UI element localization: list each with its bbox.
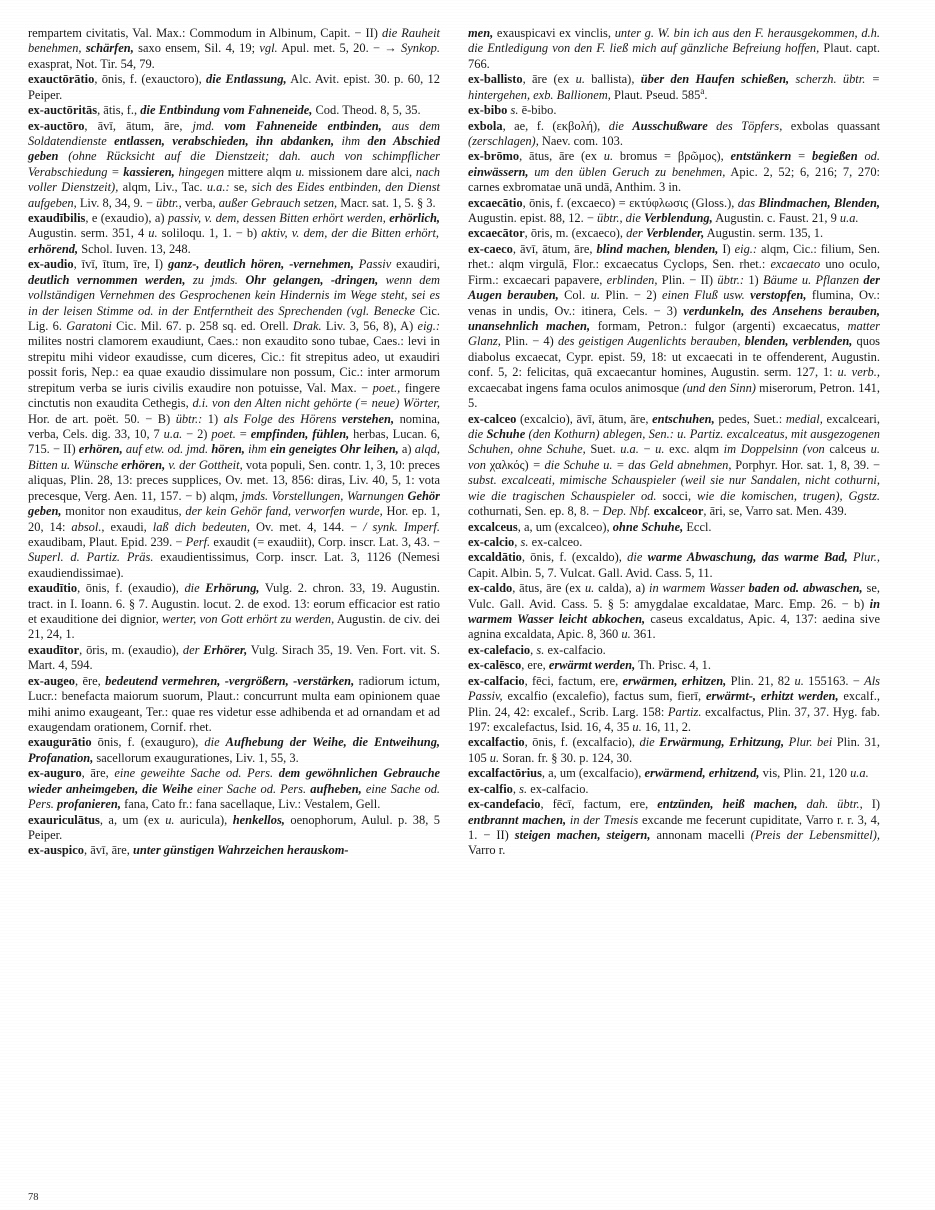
dictionary-entry: men, exauspicavi ex vinclis, unter g. W. bin ich aus den F. herausgekommen, d.h. die Entledigung von den F. ließ mich auf gänzliche Befreiung hoffen, Plaut. capt. 766. bbox=[468, 26, 880, 71]
dictionary-entry: ex-candefacio, fēcī, factum, ere, entzünden, heiß machen, dah. übtr., I) entbrannt machen, in der Tmesis excande me fecerunt cupiditate, Varro r. r. 3, 4, 1. − II) steigen machen, steigern, annonam macelli (Preis der Lebensmittel), Varro r. bbox=[468, 797, 881, 858]
dictionary-entry: excalfactio, ōnis, f. (excalfacio), die Erwärmung, Erhitzung, Plur. bei Plin. 31, 105 u. Soran. fr. § 30. p. 124, 30. bbox=[468, 735, 881, 765]
page-number: 78 bbox=[28, 1192, 39, 1203]
dictionary-entry: ex-calceo (excalcio), āvī, ātum, āre, entschuhen, pedes, Suet.: medial, excalceari, die Schuhe (den Kothurn) ablegen, Sen.: u. Partiz. excalceatus, mit ausgezogenen Schuhen, ohne Schuhe, Suet. u.a. − u. exc. alqm im Doppelsinn (von calceus u. von χαλκός) = die Schuhe u. = das Geld abnehmen, Porphyr. Hor. sat. 1, 8, 39. − subst. excalceati, mimische Schauspieler (weil sie nur Sandalen, nicht cothurni, wie die tragischen Schauspieler od. socci, wie die komischen, trugen), Ggstz. cothurnati, Sen. ep. 8, 8. − Dep. Nbf. excalceor, āri, se, Varro sat. Men. 439. bbox=[468, 411, 881, 519]
dictionary-entry: excaecātor, ōris, m. (excaeco), der Verblender, Augustin. serm. 135, 1. bbox=[468, 226, 824, 241]
two-column-body bbox=[28, 26, 911, 1176]
dictionary-entry: ex-calefacio, s. ex-calfacio. bbox=[468, 642, 606, 657]
dictionary-entry: ex-calēsco, ere, erwärmt werden, Th. Prisc. 4, 1. bbox=[468, 658, 711, 673]
dictionary-entry: excalfactōrius, a, um (excalfacio), erwärmend, erhitzend, vis, Plin. 21, 120 u.a. bbox=[468, 766, 869, 781]
dictionary-entry: exaudībilis, e (exaudio), a) passiv, v. dem, dessen Bitten erhört werden, erhörlich, Augustin. serm. 351, 4 u. soliloqu. 1, 1. − b) aktiv, v. dem, der die Bitten erhört, erhörend, Schol. Iuven. 13, 248. bbox=[28, 211, 440, 256]
dictionary-entry: ex-augeo, ēre, bedeutend vermehren, -vergrößern, -verstärken, radiorum ictum, Lucr.: benefacta maiorum suorum, Plaut.: concurrunt multa eam opinionem quae mihi animo exaugeant, Ter.: quae res videtur esse adhibenda et ad ornandam et ad exaugendam orationem, Cornif. rhet. bbox=[28, 673, 440, 734]
dictionary-entry: ex-calfacio, fēci, factum, ere, erwärmen, erhitzen, Plin. 21, 82 u. 155163. − Als Passiv, excalfio (excalefio), factus sum, fierī, erwärmt-, erhitzt werden, excalf., Plin. 24, 42: excalef., Scrib. Larg. 158: Partiz. excalfactus, Plin. 37, 37. Hyg. fab. 197: excalefactus, Isid. 16, 4, 35 u. 16, 11, 2. bbox=[468, 673, 880, 734]
dictionary-entry: exaudītio, ōnis, f. (exaudio), die Erhörung, Vulg. 2. chron. 33, 19. Augustin. tract. in I. Ioann. 6. § 7. Augustin. locut. 2. de exod. 13: eorum efficacior est ratio et exauditione dei dignior, werter, von Gott erhört zu werden, Augustin. de civ. dei 21, 24, 1. bbox=[28, 581, 441, 642]
dictionary-entry: exauctōrātio, ōnis, f. (exauctoro), die Entlassung, Alc. Avit. epist. 30. p. 60, 12 Peiper. bbox=[28, 72, 440, 102]
dictionary-entry: ex-audio, īvī, ītum, īre, I) ganz-, deutlich hören, -vernehmen, Passiv exaudiri, deutlich vernommen werden, zu jmds. Ohr gelangen, -dringen, wenn dem vollständigen Vernehmen des Gesprochenen kein Hindernis im Wege steht, sei es in der leisen Stimme od. in der Entferntheit des Sprechenden (vgl. Benecke Cic. Lig. 6. Garatoni Cic. Mil. 67. p. 258 sq. ed. Orell. Drak. Liv. 3, 56, 8), A) eig.: milites nostri clamorem exaudiunt, Caes.: non exaudito sono tubae, Caes.: levi in strepitu mihi videor exaudisse, cum diceres, Cic.: fit strepitus adeo, ut exaudiri possit foris, Nep.: ea quae exaudio dissimulare non possum, Cic.: inter armorum strepitum verba se iuris civilis exaudire non potuisse, Val. Max. − poet., fingere cinctutis non exaudita Cethegis, d.i. von den Alten nicht gehörte (= neue) Wörter, Hor. de art. poët. 50. − B) übtr.: 1) als Folge des Hörens verstehen, nomina, verba, Cels. dig. 33, 10, 7 u.a. − 2) poet. = empfinden, fühlen, herbas, Lucan. 6, 715. − II) erhören, auf etw. od. jmd. hören, ihm ein geneigtes Ohr leihen, a) alqd, Bitten u. Wünsche erhören, v. der Gottheit, vota populi, Sen. contr. 1, 3, 10: preces aliquas, Plin. 28, 13: preces supplices, Ov. met. 13, 856: diras, Liv. 40, 5, 1: vota precesque, Verg. Aen. 11, 157. − b) alqm, jmds. Vorstellungen, Warnungen Gehör geben, monitor non exauditus, der kein Gehör fand, verworfen wurde, Hor. ep. 1, 20, 14: absol., exaudi, laß dich bedeuten, Ov. met. 4, 144. − / synk. Imperf. exaudibam, Plaut. Epid. 239. − Perf. exaudit (= exaudiit), Corp. inscr. Lat. 3, 43. − Superl. d. Partiz. Präs. exaudientissimus, Corp. inscr. Lat. 3, 1126 (Nemesi exaudiendissimae). bbox=[28, 257, 441, 580]
dictionary-entry: ex-auctōritās, ātis, f., die Entbindung vom Fahneneide, Cod. Theod. 8, 5, 35. bbox=[28, 103, 421, 118]
dictionary-entry: exaugurātio ōnis, f. (exauguro), die Aufhebung der Weihe, die Entweihung, Profanation, sacellorum exaugurationes, Liv. 1, 55, 3. bbox=[28, 735, 441, 765]
dictionary-entry: excalceus, a, um (excalceo), ohne Schuhe, Eccl. bbox=[468, 519, 712, 534]
dictionary-entry: ex-caeco, āvī, ātum, āre, blind machen, blenden, I) eig.: alqm, Cic.: filium, Sen. rhet.: alqm virgulā, Flor.: excaecatus Cyclops, Sen. rhet.: excaecato uno oculo, Firm.: excaecari papavere, erblinden, Plin. − II) übtr.: 1) Bäume u. Pflanzen der Augen berauben, Col. u. Plin. − 2) einen Fluß usw. verstopfen, flumina, Ov.: venas in undis, Ov.: itinera, Cels. − 3) verdunkeln, des Ansehens berauben, unansehnlich machen, formam, Petron.: fulgor (argenti) excaecatus, matter Glanz, Plin. − 4) des geistigen Augenlichts berauben, blenden, verblenden, quos diabolus excaecat, Cypr. epist. 59, 18: ut excaecati in te offenderent, Augustin. conf. 5, 2: felicitas, quā excaecantur homines, Augustin. serm. 127, 1: u. verb., excaecabat ingens fama oculos animosque (und den Sinn) miserorum, Petron. 141, 5. bbox=[468, 241, 881, 411]
dictionary-entry: ex-auctōro, āvī, ātum, āre, jmd. vom Fahneneide entbinden, aus dem Soldatendienste entlassen, verabschieden, ihn abdanken, ihm den Abschied geben (ohne Rücksicht auf die Dienstzeit; dah. auch von schimpflicher Verabschiedung = kassieren, hingegen mittere alqm u. missionem dare alci, nach voller Dienstzeit), alqm, Liv., Tac. u.a.: se, sich des Eides entbinden, den Dienst aufgeben, Liv. 8, 34, 9. − übtr., verba, außer Gebrauch setzen, Macr. sat. 1, 5. § 3. bbox=[28, 118, 441, 210]
dictionary-entry: exaudītor, ōris, m. (exaudio), der Erhörer, Vulg. Sirach 35, 19. Ven. Fort. vit. S. Mart. 4, 594. bbox=[28, 642, 440, 673]
dictionary-entry: ex-brōmo, ātus, āre (ex u. bromus = βρῶμος), entstänkern = begießen od. einwässern, um den üblen Geruch zu benehmen, Apic. 2, 52; 6, 216; 7, 270: carnes exbromatae unā undā, Anthim. 3 in. bbox=[468, 149, 880, 195]
dictionary-entry: ex-auspico, āvī, āre, unter günstigen Wahrzeichen herauskom- bbox=[28, 843, 349, 858]
dictionary-entry: exbola, ae, f. (εκβολή), die Ausschußware des Töpfers, exbolas quassant (zerschlagen), Naev. com. 103. bbox=[468, 118, 881, 148]
dictionary-entry: ex-calfio, s. ex-calfacio. bbox=[468, 781, 589, 796]
dictionary-entry: ex-auguro, āre, eine geweihte Sache od. Pers. dem gewöhnlichen Gebrauche wieder anheimgeben, die Weihe einer Sache od. Pers. aufheben, eine Sache od. Pers. profanieren, fana, Cato fr.: fana sacellaque, Liv.: Vestalem, Gell. bbox=[28, 766, 441, 812]
dictionary-entry: ex-caldo, ātus, āre (ex u. calda), a) in warmem Wasser baden od. abwaschen, se, Vulc. Gall. Avid. Cass. 5. § 5: amygdalae excaldatae, Marc. Emp. 26. − b) in warmem Wasser leicht abkochen, caseus excaldatus, Apic. 4, 137: aedina sive agnina excaldata, Apic. 8, 360 u. 361. bbox=[468, 581, 881, 642]
left-text-column bbox=[28, 26, 440, 1176]
dictionary-entry: excaecātio, ōnis, f. (excaeco) = εκτύφλωσις (Gloss.), das Blindmachen, Blenden, Augustin. epist. 88, 12. − übtr., die Verblendung, Augustin. c. Faust. 21, 9 u.a. bbox=[468, 195, 881, 226]
dictionary-entry: rempartem civitatis, Val. Max.: Commodum in Albinum, Capit. − II) die Rauheit benehmen, schärfen, saxo ensem, Sil. 4, 19; vgl. Apul. met. 5, 20. − → Synkop. exasprat, Not. Tir. 54, 79. bbox=[28, 26, 441, 71]
dictionary-entry: ex-ballisto, āre (ex u. ballista), über den Haufen schießen, scherzh. übtr. = hintergehen, exb. Ballionem, Plaut. Pseud. 585$^a$. bbox=[468, 72, 880, 102]
dictionary-entry: excaldātio, ōnis, f. (excaldo), die warme Abwaschung, das warme Bad, Plur., Capit. Albin. 5, 7. Vulcat. Gall. Avid. Cass. 5, 11. bbox=[468, 550, 880, 580]
dictionary-entry: exauriculātus, a, um (ex u. auricula), henkellos, oenophorum, Aulul. p. 38, 5 Peiper. bbox=[28, 812, 440, 842]
dictionary-entry: ex-calcio, s. ex-calceo. bbox=[468, 534, 583, 549]
dictionary-entry: ex-bibo s. ē-bibo. bbox=[468, 103, 557, 118]
right-text-column bbox=[468, 26, 880, 1176]
